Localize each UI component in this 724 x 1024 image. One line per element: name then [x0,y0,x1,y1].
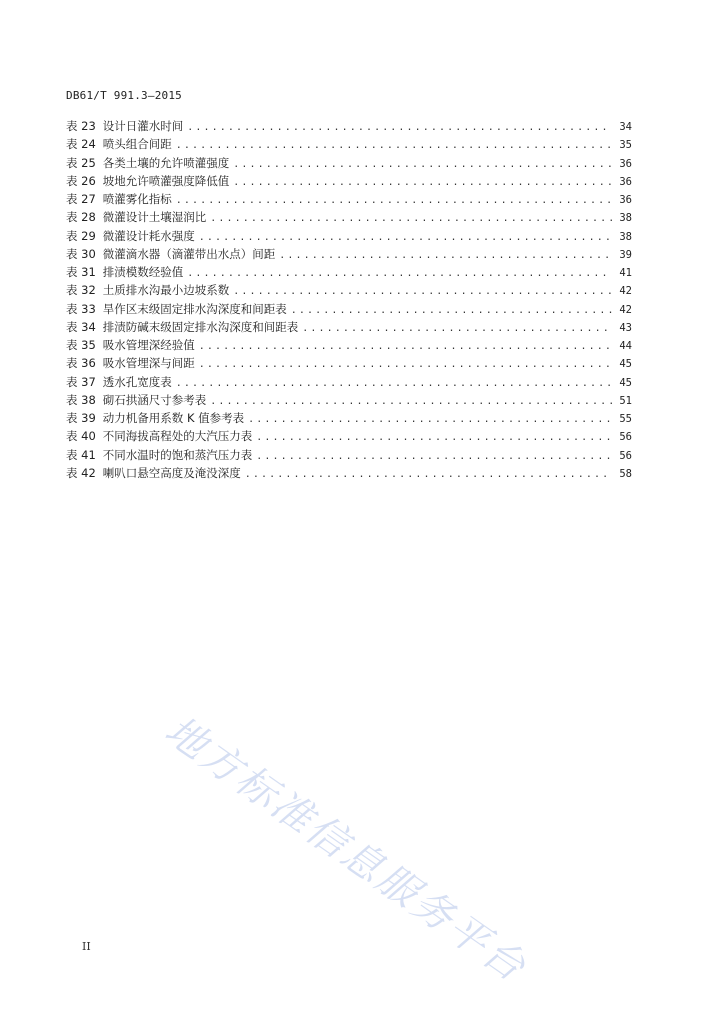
toc-entry-page: 58 [619,467,632,480]
toc-entry-title: 排渍模数经验值 [102,265,184,279]
toc-entry[interactable] [66,154,632,172]
dot-leader [210,393,612,411]
toc-entry-title: 旱作区末级固定排水沟深度和间距表 [102,301,287,316]
dot-leader [279,247,612,265]
toc-entry-title: 喇叭口悬空高度及淹没深度 [102,465,241,480]
toc-entry-number: 表 34 [66,319,96,334]
toc-entry[interactable] [66,172,632,190]
dot-leader [187,265,612,283]
toc-entry[interactable] [66,208,632,226]
toc-entry-title: 喷灌雾化指标 [102,192,172,206]
toc-entry-title: 微灌滴水器（滴灌带出水点）间距 [102,246,276,261]
toc-entry[interactable] [66,117,632,135]
toc-entry-page: 42 [619,303,632,316]
toc-entry-title: 微灌设计耗水强度 [102,228,195,243]
watermark: 地方标准信息服务平台 [156,707,536,992]
page-number: II [82,940,91,953]
toc-entry-title: 各类土壤的允许喷灌强度 [102,155,230,170]
toc-entry-title: 土质排水沟最小边坡系数 [102,283,230,298]
toc-entry-title: 不同水温时的饱和蒸汽压力表 [102,447,253,462]
toc-entry[interactable] [66,227,632,245]
dot-leader [302,320,612,338]
toc-entry-page: 43 [619,321,632,334]
toc-entry-page: 36 [619,175,632,188]
toc-entry[interactable] [66,409,632,427]
toc-entry-page: 45 [619,376,632,389]
toc-entry-page: 42 [619,285,632,298]
toc-entry-number: 表 33 [66,301,96,316]
toc-entry-number: 表 32 [66,283,96,298]
toc-entry-number: 表 41 [66,447,96,462]
toc-entry[interactable] [66,464,632,482]
toc-entry-number: 表 24 [66,137,96,152]
toc-entry-number: 表 30 [66,246,96,261]
toc-entry[interactable] [66,135,632,153]
toc-entry-title: 砌石拱涵尺寸参考表 [102,392,207,407]
toc-entry-title: 不同海拔高程处的大汽压力表 [102,429,253,444]
dot-leader [291,302,612,320]
toc-entry[interactable] [66,427,632,445]
dot-leader [256,448,612,466]
toc-entry-page: 56 [619,449,632,462]
toc-entry[interactable] [66,245,632,263]
toc-entry-number: 表 38 [66,392,96,407]
toc-entry-number: 表 23 [66,119,96,133]
dot-leader [233,174,612,192]
toc-entry-page: 56 [619,431,632,444]
toc-entry-title: 坡地允许喷灌强度降低值 [102,173,230,188]
toc-entry-number: 表 26 [66,173,96,188]
toc-entry-number: 表 39 [66,411,96,425]
toc-entry-title: 排渍防碱末级固定排水沟深度和间距表 [102,319,299,334]
toc-entry-page: 41 [619,267,632,279]
toc-entry-number: 表 35 [66,338,96,352]
dot-leader [245,466,612,484]
toc-entry-number: 表 25 [66,155,96,170]
dot-leader [176,375,612,393]
toc-entry-number: 表 36 [66,356,96,371]
toc-entry-page: 39 [619,248,632,261]
toc-entry-page: 36 [619,157,632,170]
toc-entry-page: 51 [619,394,632,407]
toc-entry-title: 设计日灌水时间 [102,119,184,133]
toc-entry[interactable] [66,373,632,391]
toc-entry[interactable] [66,281,632,299]
dot-leader [199,356,612,374]
toc-entry-page: 45 [619,358,632,371]
toc-entry[interactable] [66,391,632,409]
toc-entry-page: 36 [619,194,632,206]
toc-entry-title: 动力机备用系数 K 值参考表 [102,411,245,425]
toc-entry-title: 喷头组合间距 [102,137,172,152]
toc-entry-page: 44 [619,340,632,352]
document-code: DB61/T 991.3—2015 [66,89,182,102]
toc-entry-page: 35 [619,139,632,152]
toc-entry[interactable] [66,263,632,281]
toc-entry[interactable] [66,300,632,318]
dot-leader [176,192,612,210]
dot-leader [176,137,612,155]
toc-entry[interactable] [66,446,632,464]
toc-entry-title: 吸水管埋深与间距 [102,356,195,371]
toc-entry-number: 表 29 [66,228,96,243]
toc-entry-page: 34 [619,121,632,133]
dot-leader [248,411,612,429]
toc-entry-title: 透水孔宽度表 [102,374,172,389]
toc-entry[interactable] [66,318,632,336]
toc-entry-number: 表 40 [66,429,96,444]
toc-entry-page: 38 [619,230,632,243]
dot-leader [210,210,612,228]
dot-leader [187,119,612,137]
dot-leader [233,156,612,174]
toc-entry[interactable] [66,354,632,372]
toc-entry[interactable] [66,336,632,354]
dot-leader [233,283,612,301]
toc-entry-page: 55 [619,413,632,425]
toc-entry-number: 表 28 [66,210,96,225]
toc-entry-number: 表 31 [66,265,96,279]
toc-entry-number: 表 37 [66,374,96,389]
dot-leader [199,338,612,356]
toc-entry-number: 表 27 [66,192,96,206]
toc-entry[interactable] [66,190,632,208]
table-of-contents [66,117,632,482]
toc-entry-number: 表 42 [66,465,96,480]
dot-leader [256,429,612,447]
toc-entry-title: 微灌设计土壤湿润比 [102,210,207,225]
toc-entry-page: 38 [619,212,632,225]
toc-entry-title: 吸水管埋深经验值 [102,338,195,352]
